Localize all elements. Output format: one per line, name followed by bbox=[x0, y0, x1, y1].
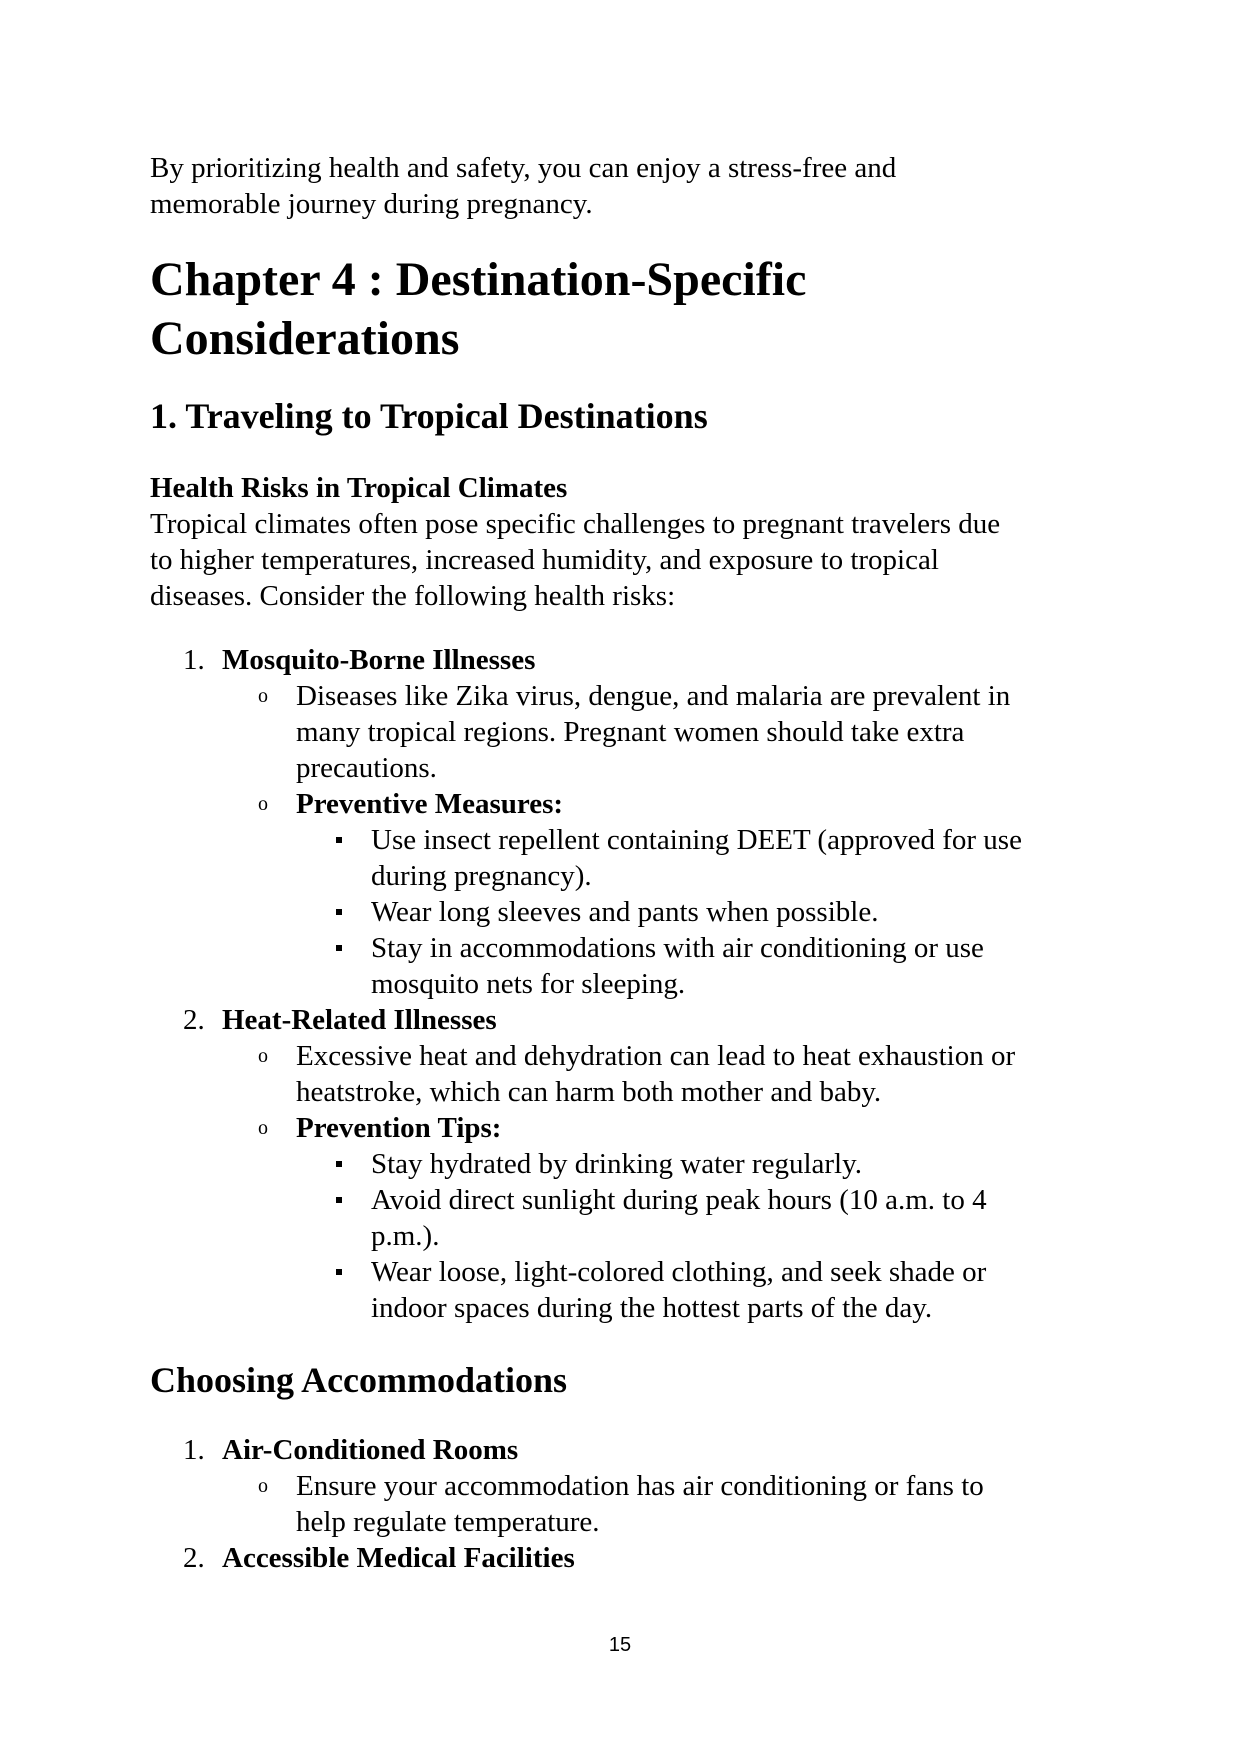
square-bullet-icon bbox=[336, 1269, 342, 1275]
list-item-title: Mosquito-Borne Illnesses bbox=[222, 644, 536, 676]
bullet-line: Avoid direct sunlight during peak hours (10 a.m. to 4 bbox=[371, 1184, 987, 1216]
bullet-line: Stay hydrated by drinking water regularly. bbox=[371, 1148, 862, 1180]
square-bullet-icon bbox=[336, 1197, 342, 1203]
intro-line-2: memorable journey during pregnancy. bbox=[150, 188, 593, 220]
paragraph-line: Tropical climates often pose specific challenges to pregnant travelers due bbox=[150, 508, 1001, 540]
section-title-accommodations: Choosing Accommodations bbox=[150, 1360, 568, 1400]
bullet-line: p.m.). bbox=[371, 1220, 440, 1252]
square-bullet-icon bbox=[336, 1161, 342, 1167]
bullet-line: Wear long sleeves and pants when possible. bbox=[371, 896, 879, 928]
description-line: heatstroke, which can harm both mother and baby. bbox=[296, 1076, 882, 1108]
chapter-title-line-1: Chapter 4 : Destination-Specific bbox=[150, 253, 807, 306]
paragraph-line: to higher temperatures, increased humidity, and exposure to tropical bbox=[150, 544, 939, 576]
circle-bullet-icon: o bbox=[258, 1117, 268, 1139]
bullet-line: Use insect repellent containing DEET (approved for use bbox=[371, 824, 1022, 856]
health-risks-paragraph bbox=[150, 506, 1090, 614]
circle-bullet-icon: o bbox=[258, 1045, 268, 1067]
section-title-tropical: 1. Traveling to Tropical Destinations bbox=[150, 396, 708, 436]
page-number: 15 bbox=[608, 1634, 632, 1656]
intro-paragraph bbox=[150, 150, 1090, 222]
circle-bullet-icon: o bbox=[258, 685, 268, 707]
list-item-title: Air-Conditioned Rooms bbox=[222, 1434, 519, 1466]
list-item-title: Accessible Medical Facilities bbox=[222, 1542, 575, 1574]
description-line: many tropical regions. Pregnant women should take extra bbox=[296, 716, 965, 748]
sub-heading-prevention: Prevention Tips: bbox=[296, 1112, 502, 1144]
bullet-line: during pregnancy). bbox=[371, 860, 592, 892]
chapter-title-line-2: Considerations bbox=[150, 312, 460, 365]
list-number: 1. bbox=[183, 1434, 205, 1466]
bullet-line: Wear loose, light-colored clothing, and seek shade or bbox=[371, 1256, 987, 1288]
description-line: Diseases like Zika virus, dengue, and malaria are prevalent in bbox=[296, 680, 1011, 712]
description-line: help regulate temperature. bbox=[296, 1506, 600, 1538]
description-line: Excessive heat and dehydration can lead to heat exhaustion or bbox=[296, 1040, 1016, 1072]
list-number: 2. bbox=[183, 1542, 205, 1574]
bullet-line: mosquito nets for sleeping. bbox=[371, 968, 686, 1000]
list-number: 2. bbox=[183, 1004, 205, 1036]
list-item-title: Heat-Related Illnesses bbox=[222, 1004, 497, 1036]
description-line: precautions. bbox=[296, 752, 437, 784]
bullet-line: indoor spaces during the hottest parts of the day. bbox=[371, 1292, 933, 1324]
paragraph-line: diseases. Consider the following health risks: bbox=[150, 580, 676, 612]
description-line: Ensure your accommodation has air conditioning or fans to bbox=[296, 1470, 984, 1502]
circle-bullet-icon: o bbox=[258, 1475, 268, 1497]
circle-bullet-icon: o bbox=[258, 793, 268, 815]
subheading-health-risks: Health Risks in Tropical Climates bbox=[150, 472, 568, 504]
list-number: 1. bbox=[183, 644, 205, 676]
square-bullet-icon bbox=[336, 909, 342, 915]
square-bullet-icon bbox=[336, 945, 342, 951]
chapter-title bbox=[150, 250, 1090, 368]
sub-heading-preventive: Preventive Measures: bbox=[296, 788, 564, 820]
intro-line-1: By prioritizing health and safety, you can enjoy a stress-free and bbox=[150, 152, 897, 184]
bullet-line: Stay in accommodations with air conditioning or use bbox=[371, 932, 984, 964]
square-bullet-icon bbox=[336, 837, 342, 843]
